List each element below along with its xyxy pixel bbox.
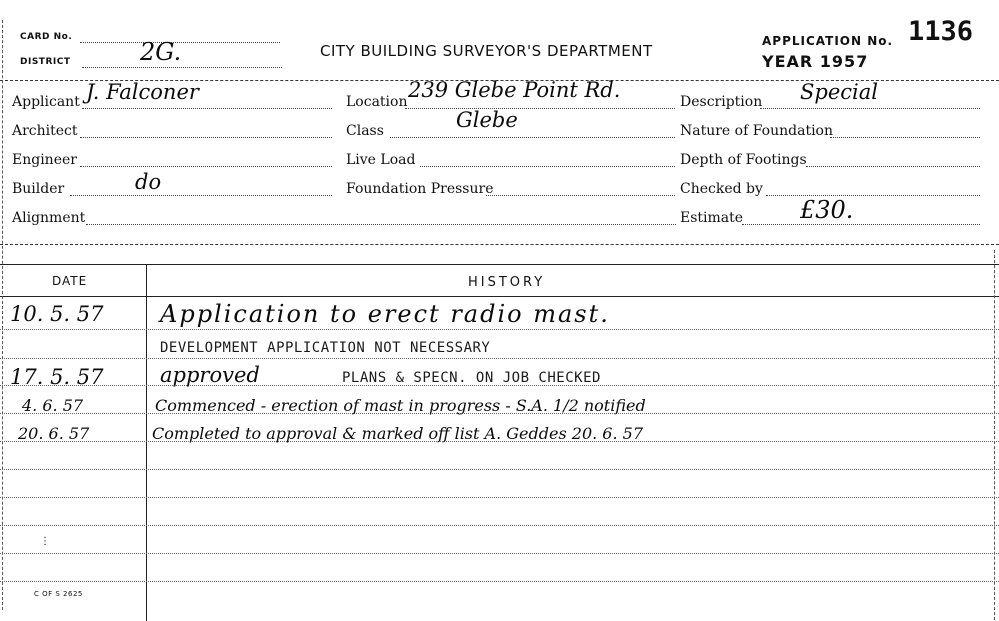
department-title: CITY BUILDING SURVEYOR'S DEPARTMENT [320,42,653,60]
builder-value: do [135,170,162,194]
alignment-label: Alignment [12,210,86,226]
row-5-date: 20. 6. 57 [18,424,90,443]
district-label: DISTRICT [20,57,71,67]
location-line [405,108,675,109]
table-header-border [0,296,999,297]
checked-by-line [766,195,980,196]
nature-of-foundation-label: Nature of Foundation [680,123,833,139]
margin-mark: ⋮ [40,536,50,547]
row-line [0,497,999,498]
row-2-history-stamp: DEVELOPMENT APPLICATION NOT NECESSARY [160,340,491,356]
row-3-stamp: PLANS & SPECN. ON JOB CHECKED [342,370,601,386]
live-load-line [420,166,675,167]
date-header: DATE [52,274,88,288]
architect-line [80,137,332,138]
builder-line [70,195,332,196]
estimate-line [742,224,980,225]
description-line [760,108,980,109]
application-no-label: APPLICATION No. [762,34,894,48]
fields-divider [0,244,999,245]
foundation-pressure-line [486,195,675,196]
district-line [82,67,282,68]
engineer-label: Engineer [12,152,77,168]
date-column-divider [146,264,147,621]
row-line [0,329,999,330]
alignment-line [86,224,676,225]
district-value: 2G. [140,38,182,66]
row-4-date: 4. 6. 57 [22,396,84,415]
row-line [0,581,999,582]
row-3-date: 17. 5. 57 [10,365,104,389]
live-load-label: Live Load [346,152,416,168]
row-line [0,469,999,470]
estimate-value: £30. [800,196,854,224]
left-edge [2,20,3,610]
description-value: Special [800,80,878,104]
class-value: Glebe [456,108,518,132]
applicant-value: J. Falconer [86,80,199,104]
row-line [0,358,999,359]
row-1-history: Application to erect radio mast. [160,300,610,328]
architect-label: Architect [12,123,78,139]
row-line [0,525,999,526]
table-top-border [0,264,999,265]
description-label: Description [680,94,763,110]
estimate-label: Estimate [680,210,744,226]
depth-of-footings-line [806,166,980,167]
builder-label: Builder [12,181,65,197]
row-line [0,553,999,554]
foundation-pressure-label: Foundation Pressure [346,181,494,197]
engineer-line [80,166,332,167]
year-label: YEAR 1957 [762,52,869,71]
applicant-line [82,108,332,109]
applicant-label: Applicant [12,94,80,110]
checked-by-label: Checked by [680,181,763,197]
class-line [390,137,675,138]
nature-of-foundation-line [830,137,980,138]
row-3-history: approved [160,363,260,387]
location-label: Location [346,94,408,110]
card-no-label: CARD No. [20,32,73,42]
row-1-date: 10. 5. 57 [10,302,104,326]
right-edge [994,250,995,620]
class-label: Class [346,123,384,139]
history-header: HISTORY [468,275,546,290]
row-4-history: Commenced - erection of mast in progress - S.A. 1/2 notified [155,396,646,415]
depth-of-footings-label: Depth of Footings [680,152,807,168]
row-5-history: Completed to approval & marked off list A. Geddes 20. 6. 57 [152,424,643,443]
application-no-value: 1136 [908,16,974,47]
location-value: 239 Glebe Point Rd. [408,78,621,102]
form-code: C OF S 2625 [34,590,83,598]
